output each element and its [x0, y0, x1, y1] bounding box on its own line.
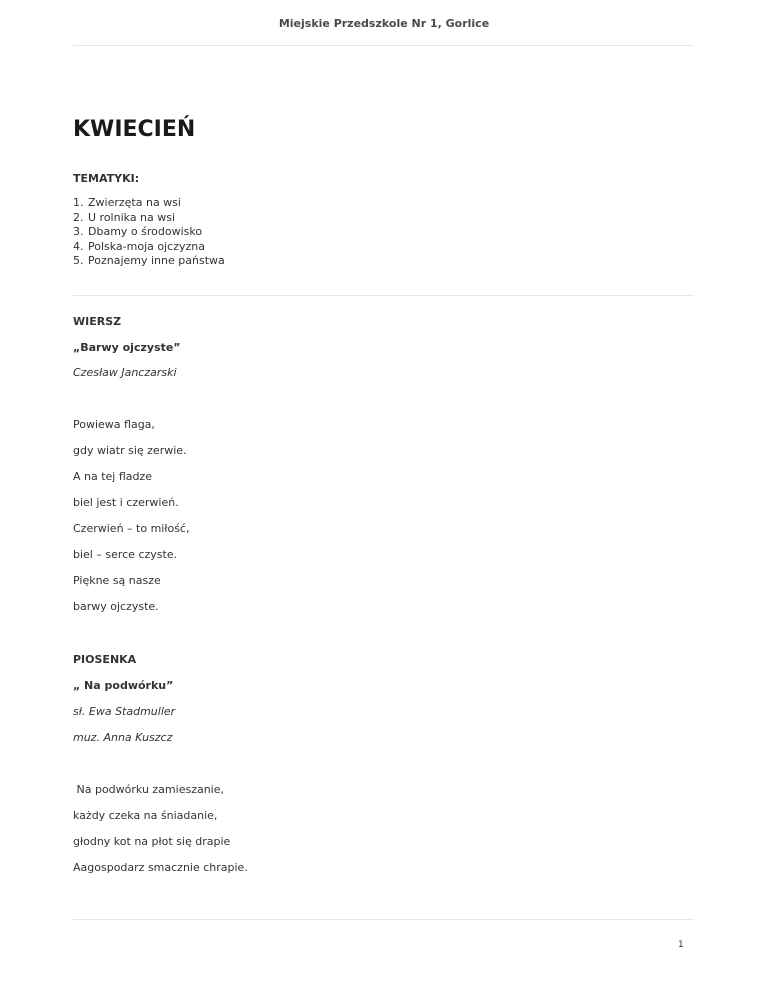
- poem-line: Czerwień – to miłość,: [73, 522, 190, 535]
- poem-line: gdy wiatr się zerwie.: [73, 444, 187, 457]
- page-number: 1: [678, 940, 684, 950]
- poem-line: barwy ojczyste.: [73, 600, 159, 613]
- poem-author: Czesław Janczarski: [73, 366, 177, 379]
- poem-line: A na tej fladze: [73, 470, 153, 483]
- section-divider: [73, 295, 694, 296]
- song-music-credit: muz. Anna Kuszcz: [73, 731, 173, 744]
- poem-line: biel jest i czerwień.: [73, 496, 179, 509]
- page-header: Miejskie Przedszkole Nr 1, Gorlice: [278, 17, 490, 30]
- topics-list: [73, 196, 225, 269]
- list-item: 4. Polska-moja ojczyzna: [73, 239, 205, 253]
- poem-label: WIERSZ: [73, 315, 122, 328]
- poem-line: Piękne są nasze: [73, 574, 161, 587]
- song-lyrics-credit: sł. Ewa Stadmuller: [73, 705, 176, 718]
- list-item: 5. Poznajemy inne państwa: [73, 254, 225, 267]
- song-line: głodny kot na płot się drapie: [73, 835, 231, 848]
- footer-divider: [73, 919, 694, 920]
- song-line: Aagospodarz smacznie chrapie.: [73, 861, 248, 874]
- poem-line: biel – serce czyste.: [73, 548, 178, 561]
- list-item: 1. Zwierzęta na wsi: [73, 196, 181, 209]
- song-label: PIOSENKA: [73, 653, 137, 666]
- list-item: 2. U rolnika na wsi: [73, 210, 176, 224]
- page-title: KWIECIEŃ: [73, 117, 196, 142]
- list-item: 3. Dbamy o środowisko: [73, 225, 203, 238]
- poem-title: „Barwy ojczyste”: [73, 341, 181, 354]
- poem-line: Powiewa flaga,: [73, 418, 155, 431]
- song-line: każdy czeka na śniadanie,: [73, 809, 218, 822]
- song-line: Na podwórku zamieszanie,: [73, 783, 224, 796]
- song-title: „ Na podwórku”: [73, 679, 174, 692]
- header-divider: [73, 45, 694, 46]
- topics-label: TEMATYKI:: [73, 172, 140, 185]
